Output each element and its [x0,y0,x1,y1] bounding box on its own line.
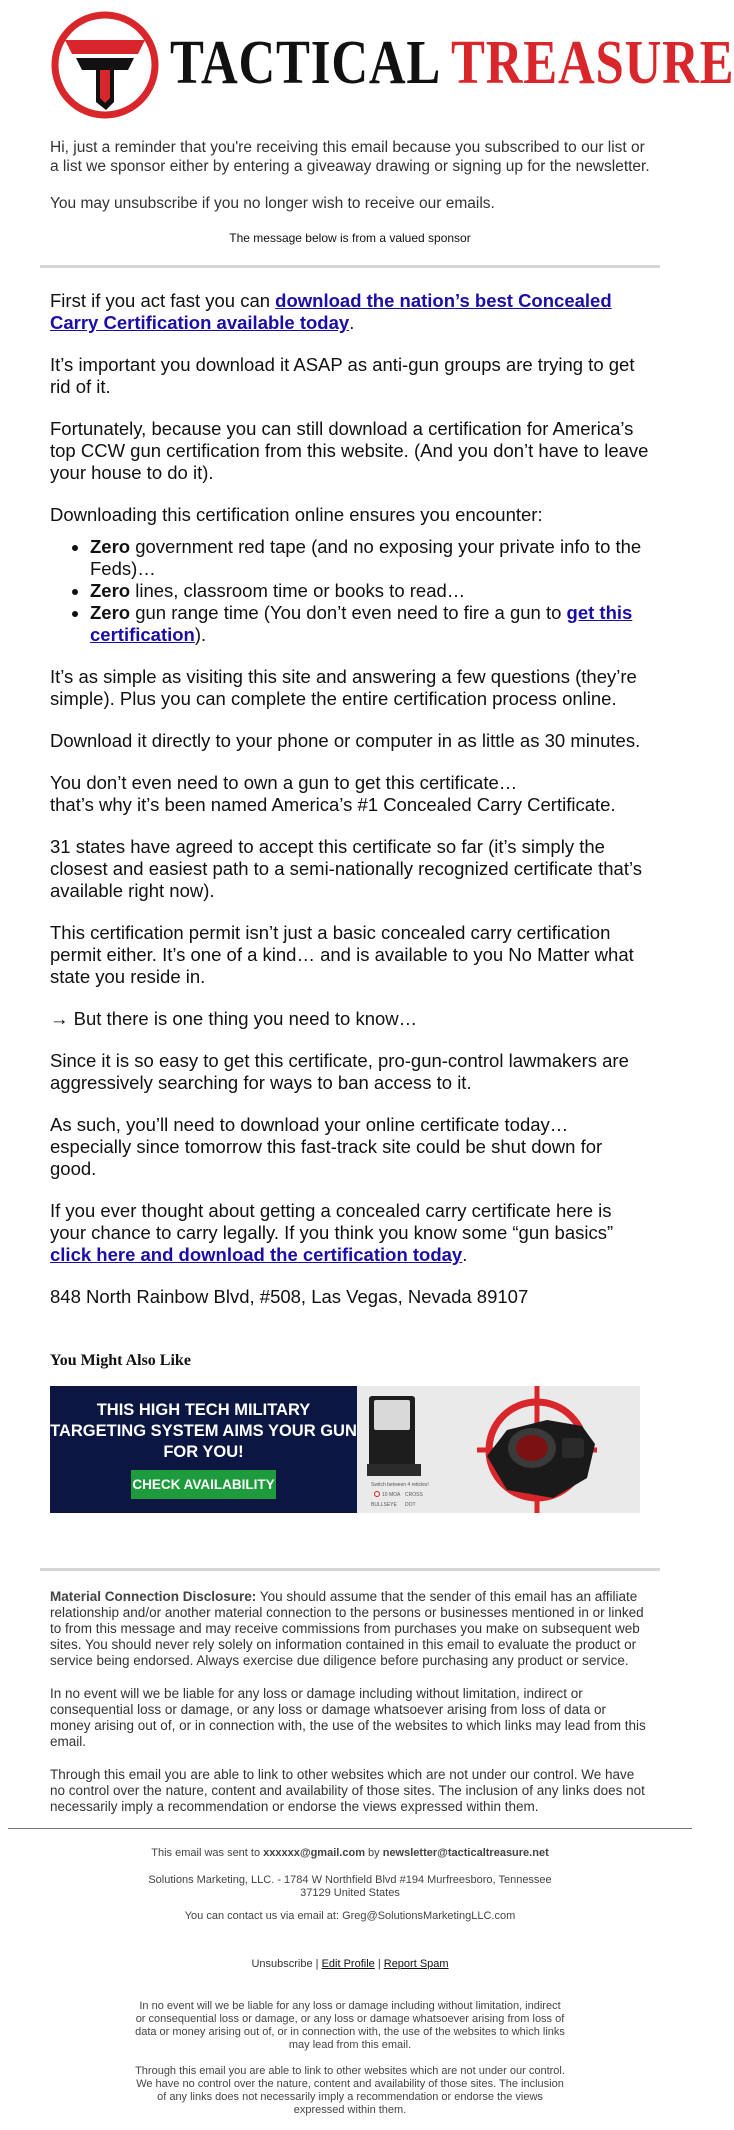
brand-word-treasure: TREASURE [450,29,734,97]
text: by [364,1847,383,1859]
contact-line: You can contact us via email at: Greg@SolutionsMarketingLLC.com [184,1910,516,1922]
edit-profile-link[interactable]: Edit Profile [321,1958,375,1970]
disclosure-section [50,1589,650,1815]
paragraph: → But there is one thing you need to know… [50,1008,418,1029]
sent-to-line [0,1847,700,1860]
paragraph [50,1200,650,1266]
sponsor-address: 848 North Rainbow Blvd, #508, Las Vegas, Nevada 89107 [50,1286,529,1307]
check-availability-button[interactable]: CHECK AVAILABILITY [131,1470,276,1499]
paragraph: Since it is so easy to get this certificate, pro-gun-control lawmakers are aggressively searching for ways to ban access to it. [50,1050,629,1093]
separator: | [374,1958,384,1970]
unsubscribe-notice: You may unsubscribe if you no longer wish to receive our emails. [50,195,495,212]
sponsor-note: The message below is from a valued sponsor [229,231,471,245]
footer-links [0,1958,700,1971]
divider [40,1568,660,1571]
brand-wordmark [170,28,734,98]
text: You don’t even need to own a gun to get this certificate… [50,772,518,793]
material-connection-disclosure [50,1589,650,1669]
text: . [462,1244,468,1265]
liability-disclaimer: In no event will we be liable for any loss or damage including without limitation, indirect or consequential loss or damage, or any loss or damage whatsoever arising from loss of data or money arising out of, or in connection with, the use of the websites to which links may lead from this email. [50,1686,646,1749]
download-certification-link[interactable]: download the nation’s best Concealed Carry Certification available today [50,290,612,333]
company-address [0,1874,700,1900]
text: 37129 United States [300,1887,400,1899]
footer-liability-disclaimer: In no event will we be liable for any loss or damage including without limitation, indirect or consequential loss or damage, or any loss or damage whatsoever arising from loss of data or money arising out of, or in connection with, the use of the websites to which links may lead from this email. [135,2000,565,2051]
text: You should assume that the sender of this email has an affiliate relationship and/or another material connection to the persons or businesses mentioned in or linked to from this message and may receive commissions from purchases you make on subsequent web sites. You should never rely solely on information contained in this email to evaluate the product or service being endorsed. Always exercise due diligence before purchasing any product or service. [50,1589,644,1668]
recipient-email: xxxxxx@gmail.com [263,1847,365,1859]
benefits-list [50,536,650,646]
download-certification-cta-link[interactable]: click here and download the certification today [50,1244,463,1265]
paragraph: This certification permit isn’t just a basic concealed carry certification permit either. It’s one of a kind… and is available to you No Matter what state you reside in. [50,922,634,987]
text: lines, classroom time or books to read… [130,580,466,601]
text: ). [194,624,207,645]
brand-word-tactical: TACTICAL [170,29,439,97]
paragraph: It’s important you download it ASAP as anti-gun groups are trying to get rid of it. [50,354,635,397]
reticle-label: DOT [405,1502,416,1508]
links-disclaimer: Through this email you are able to link to other websites which are not under our control. We have no control over the nature, content and availability of those sites. The inclusion of any links does not necessarily imply a recommendation or endorse the views expressed within them. [50,1767,645,1814]
text: First if you act fast you can [50,290,276,311]
subscription-reminder: Hi, just a reminder that you're receiving this email because you subscribed to our list or a list we sponsor either by entering a giveaway drawing or signing up for the newsletter. [50,139,650,175]
unsubscribe-link[interactable]: Unsubscribe [251,1958,313,1970]
bold-text: Zero [90,602,131,623]
text: Solutions Marketing, LLC. - 1784 W Northfield Blvd #194 Murfreesboro, Tennessee [148,1874,552,1886]
paragraph: Fortunately, because you can still download a certification for America’s top CCW gun certification from this website. (And you don’t have to leave your house to do it). [50,418,649,483]
email-footer [0,1847,700,2117]
ad-headline: THIS HIGH TECH MILITARY TARGETING SYSTEM AIMS YOUR GUN FOR YOU! [50,1401,357,1461]
list-item [90,602,650,646]
bold-text: Zero [90,536,131,557]
text: that’s why it’s been named America’s #1 Concealed Carry Certificate. [50,794,616,815]
paragraph: Download it directly to your phone or computer in as little as 30 minutes. [50,730,641,751]
ad-banner-image-panel[interactable] [357,1386,640,1513]
text: This email was sent to [151,1847,264,1859]
paragraph: It’s as simple as visiting this site and answering a few questions (they’re simple). Plus you can complete the entire certification process online. [50,666,637,709]
paragraph [50,1114,650,1180]
paragraph-intro [50,290,650,334]
text: As such, you’ll need to download your online certificate today… [50,1114,569,1135]
brand-logo-icon [50,10,160,120]
divider [40,265,660,268]
text: If you ever thought about getting a concealed carry certificate here is your chance to carry legally. If you think you know some “gun basics” [50,1200,614,1243]
reticle-label: BULLSEYE [371,1502,397,1508]
paragraph: Downloading this certification online ensures you encounter: [50,504,543,525]
list-item [90,580,650,602]
brand-header [0,0,734,118]
text: gun range time (You don’t even need to fire a gun to [130,602,567,623]
scope-caption: Switch between 4 reticles! [371,1482,429,1488]
text: . [349,312,355,333]
intro-section [50,138,650,213]
sender-email: newsletter@tacticaltreasure.net [382,1847,549,1859]
footer-links-disclaimer: Through this email you are able to link to other websites which are not under our control. We have no control over the nature, content and availability of those sites. The inclusion of any links does not necessarily imply a recommendation or endorse the views expressed within them. [135,2065,565,2116]
report-spam-link[interactable]: Report Spam [383,1958,449,1970]
text: government red tape (and no exposing your private info to the Feds)… [90,536,642,579]
paragraph [50,772,650,816]
also-like-heading: You Might Also Like [50,1352,191,1369]
reticle-label: 10 MOA [382,1492,401,1498]
red-dot-sight-icon [357,1386,640,1513]
reticle-label: CROSS [405,1492,423,1498]
sponsor-message [50,290,650,1308]
ad-banner[interactable] [50,1386,640,1513]
paragraph: 31 states have agreed to accept this certificate so far (it’s simply the closest and easiest path to a semi-nationally recognized certificate that’s available right now). [50,836,642,901]
get-certification-link[interactable]: get this certification [90,602,633,645]
divider [8,1828,692,1829]
list-item [90,536,650,580]
ad-banner-text-panel[interactable] [50,1386,357,1513]
bold-text: Zero [90,580,131,601]
disclosure-label: Material Connection Disclosure: [50,1589,257,1604]
separator: | [312,1958,322,1970]
text: especially since tomorrow this fast-track site could be shut down for good. [50,1136,603,1179]
